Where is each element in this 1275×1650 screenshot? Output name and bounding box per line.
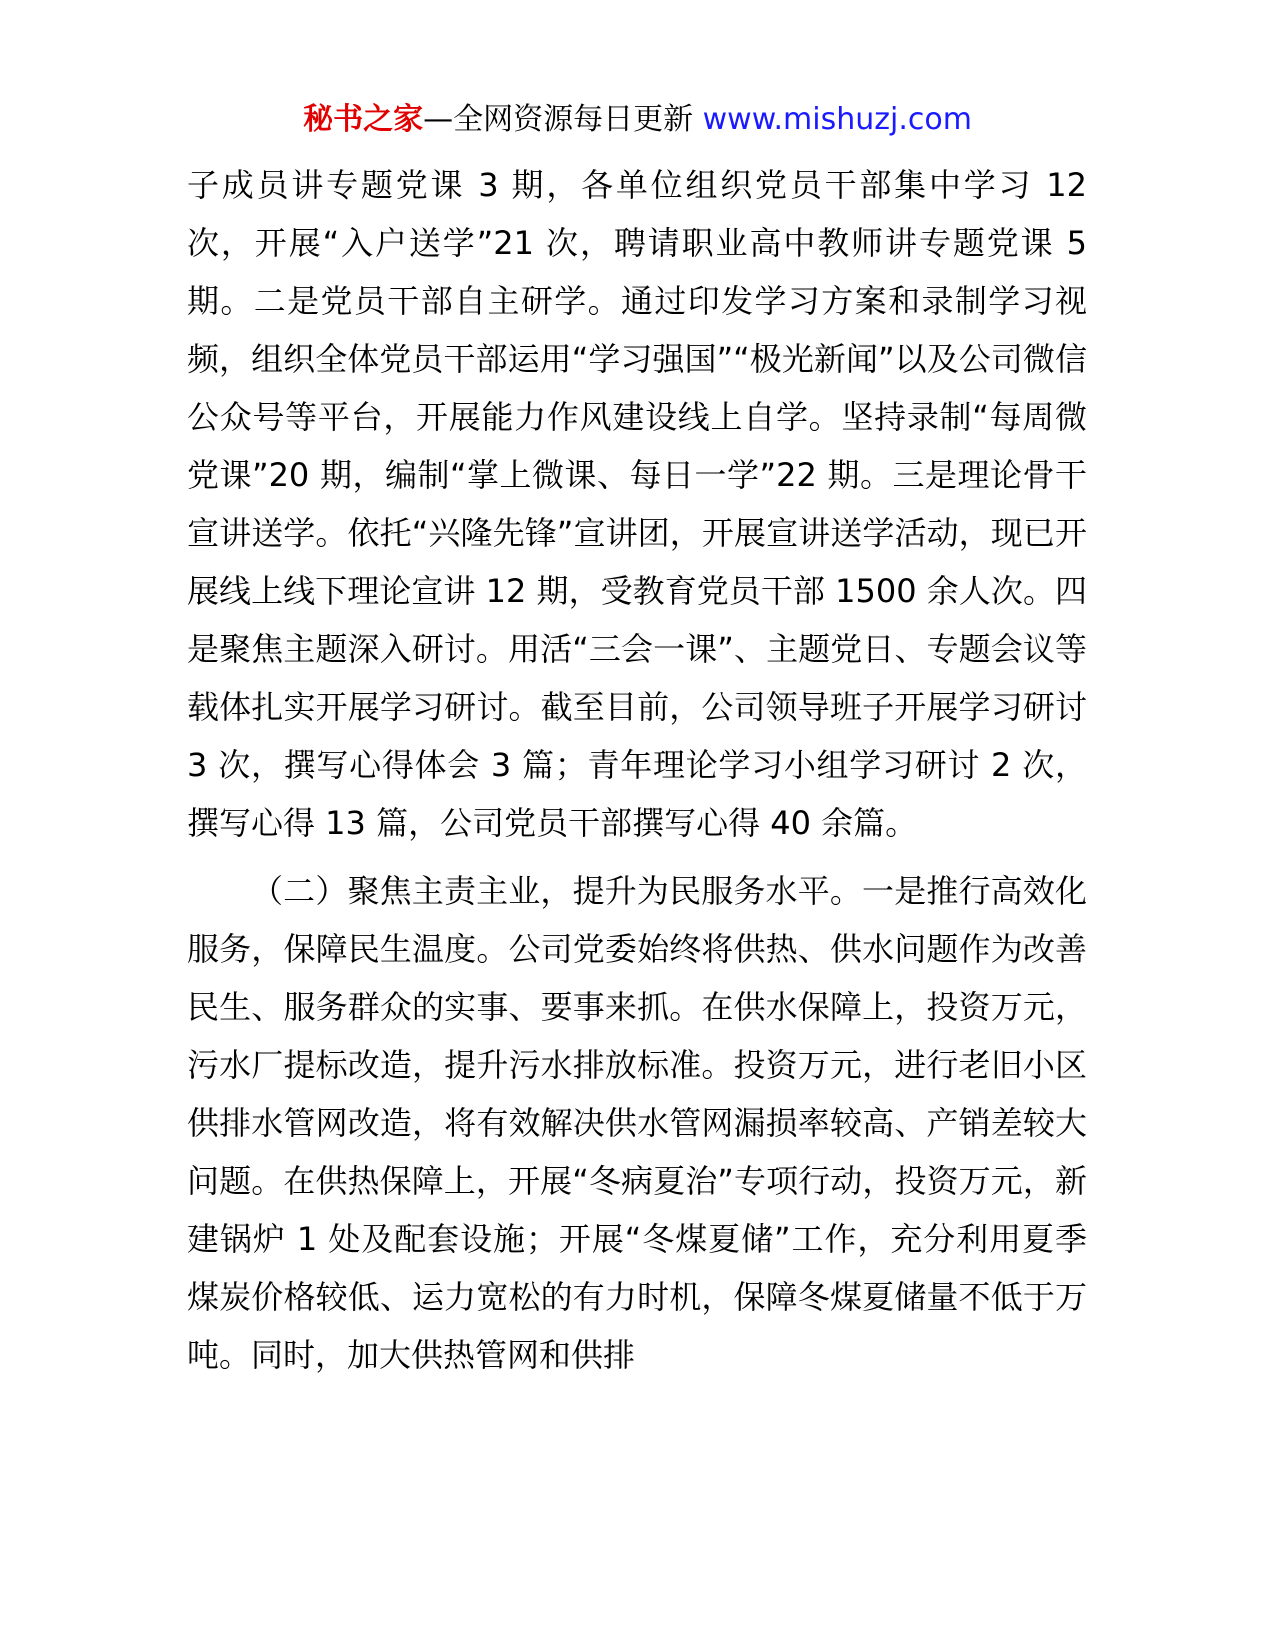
- website-url[interactable]: www.mishuzj.com: [702, 102, 972, 137]
- header-tagline: —全网资源每日更新: [423, 102, 703, 137]
- paragraph-continued: 子成员讲专题党课 3 期，各单位组织党员干部集中学习 12 次，开展“入户送学”21 次，聘请职业高中教师讲专题党课 5 期。二是党员干部自主研学。通过印发学习方案和录制学习视频，组织全体党员干部运用“学习强国”“极光新闻”以及公司微信公众号等平台，开展能力作风建设线上自学。坚持录制“每周微党课”20 期，编制“掌上微课、每日一学”22 期。三是理论骨干宣讲送学。依托“兴隆先锋”宣讲团，开展宣讲送学活动，现已开展线上线下理论宣讲 12 期，受教育党员干部 1500 余人次。四是聚焦主题深入研讨。用活“三会一课”、主题党日、专题会议等载体扎实开展学习研讨。截至目前，公司领导班子开展学习研讨 3 次，撰写心得体会 3 篇；青年理论学习小组学习研讨 2 次，撰写心得 13 篇，公司党员干部撰写心得 40 余篇。: [187, 166, 1087, 842]
- document-body: [187, 156, 1087, 1384]
- paragraph-section-two: （二）聚焦主责主业，提升为民服务水平。一是推行高效化服务，保障民生温度。公司党委始终将供热、供水问题作为改善民生、服务群众的实事、要事来抓。在供水保障上，投资万元，污水厂提标改造，提升污水排放标准。投资万元，进行老旧小区供排水管网改造，将有效解决供水管网漏损率较高、产销差较大问题。在供热保障上，开展“冬病夏治”专项行动，投资万元，新建锅炉 1 处及配套设施；开展“冬煤夏储”工作，充分利用夏季煤炭价格较低、运力宽松的有力时机，保障冬煤夏储量不低于万吨。同时，加大供热管网和供排: [187, 872, 1087, 1374]
- page-header: [0, 100, 1275, 140]
- brand-name: 秘书之家: [303, 102, 424, 137]
